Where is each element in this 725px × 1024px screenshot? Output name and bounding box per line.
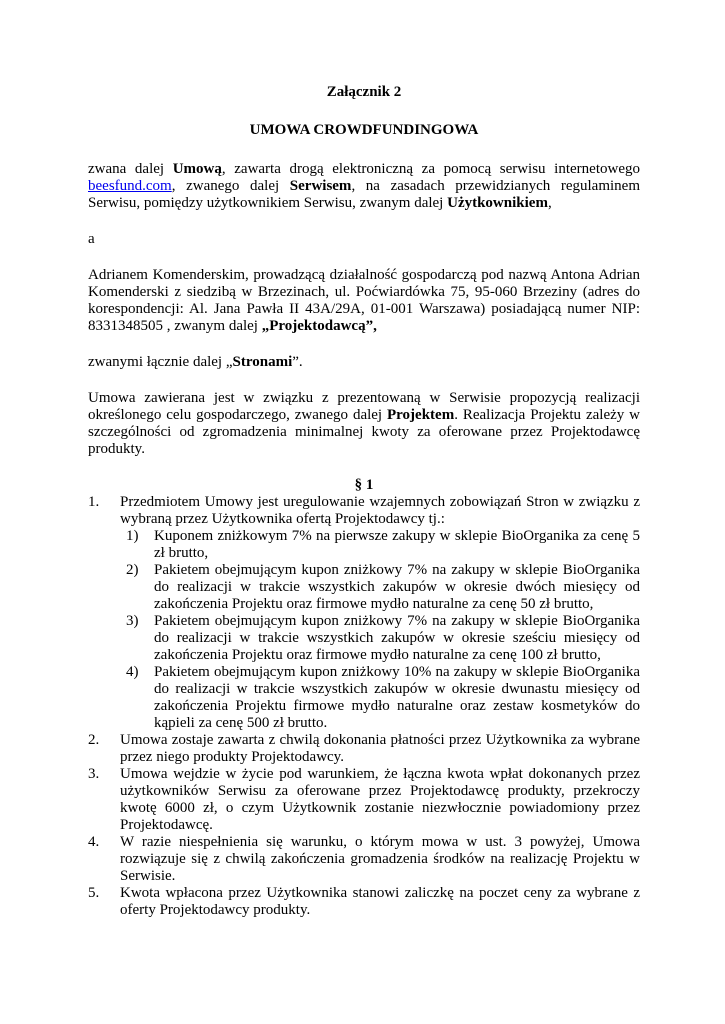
text-fragment: zwanymi łącznie dalej „: [88, 354, 233, 370]
intro-paragraph-parties-together: [88, 354, 640, 371]
text-fragment: ”.: [292, 354, 303, 370]
section-1-item-3: [88, 766, 640, 834]
item-text: Umowa wejdzie w życie pod warunkiem, że łączna kwota wpłat dokonanych przez użytkowników Serwisu za oferowane przez Projektodawcę produkty, przekroczy kwotę 6000 zł, o czym Użytkownik zostanie niezwłocznie powiadomiony przez Projektodawcę.: [120, 766, 640, 833]
section-1-item-4: [88, 834, 640, 885]
section-1-item-5: [88, 885, 640, 919]
text-fragment: zwana dalej: [88, 161, 173, 177]
intro-paragraph-project: [88, 390, 640, 458]
sub-item-number: 1): [126, 528, 139, 544]
beesfund-link[interactable]: beesfund.com: [88, 178, 172, 194]
item-number: 5.: [88, 885, 100, 901]
annex-heading: Załącznik 2: [326, 84, 402, 100]
intro-paragraph-parties: [88, 161, 640, 212]
section-1-heading: § 1: [354, 477, 374, 493]
item-number: 2.: [88, 732, 100, 748]
term-projekt: Projektem: [387, 407, 455, 423]
section-1-list: [88, 494, 640, 919]
intro-paragraph-and: a: [88, 231, 95, 247]
sub-item-text: Pakietem obejmującym kupon zniżkowy 10% na zakupy w sklepie BioOrganika do realizacji w trakcie wszystkich zakupów w okresie dwunastu miesięcy od zakończenia Projektu firmowe mydło naturalne oraz zestaw kosmetyków do kąpieli za cenę 500 zł brutto.: [154, 664, 640, 731]
document-page: [88, 84, 640, 919]
term-uzytkownik: Użytkownikiem: [447, 195, 548, 211]
term-umowa: Umową: [172, 161, 222, 177]
item-number: 4.: [88, 834, 100, 850]
text-fragment: , na zasadach przewidzianych regulaminem Serwisu, pomiędzy użytkownikiem Serwisu, zwanym dalej: [88, 178, 640, 211]
term-serwis: Serwisem: [289, 178, 352, 194]
text-fragment: . Realizacja Projektu zależy w szczególności od zgromadzenia minimalnej kwoty za oferowane przez Projektodawcę produkty.: [88, 407, 640, 457]
text-fragment: , zawarta drogą elektroniczną za pomocą serwisu internetowego: [221, 161, 640, 177]
sub-item-number: 3): [126, 613, 139, 629]
section-1-item-2: [88, 732, 640, 766]
sub-item-number: 2): [126, 562, 139, 578]
text-fragment: Umowa zawierana jest w związku z prezentowaną w Serwisie propozycją realizacji określonego celu gospodarczego, zwanego dalej: [88, 390, 640, 423]
sub-item-number: 4): [126, 664, 139, 680]
section-1-item-1: [88, 494, 640, 732]
offer-item-4: [120, 664, 640, 732]
term-projektodawca: „Projektodawcą”,: [261, 318, 377, 334]
document-title: UMOWA CROWDFUNDINGOWA: [249, 122, 479, 138]
term-strony: Stronami: [232, 354, 293, 370]
offer-item-2: [120, 562, 640, 613]
text-fragment: , zwanego dalej: [171, 178, 290, 194]
item-number: 3.: [88, 766, 100, 782]
intro-paragraph-project-owner: [88, 267, 640, 335]
offer-sublist: [120, 528, 640, 732]
offer-item-1: [120, 528, 640, 562]
item-number: 1.: [88, 494, 100, 510]
offer-item-3: [120, 613, 640, 664]
text-fragment: ,: [547, 195, 552, 211]
item-text: W razie niespełnienia się warunku, o którym mowa w ust. 3 powyżej, Umowa rozwiązuje się z chwilą zakończenia gromadzenia środków na realizację Projektu w Serwisie.: [120, 834, 640, 884]
sub-item-text: Pakietem obejmującym kupon zniżkowy 7% na zakupy w sklepie BioOrganika do realizacji w trakcie wszystkich zakupów w okresie sześciu miesięcy od zakończenia Projektu oraz firmowe mydło naturalne za cenę 100 zł brutto,: [154, 613, 640, 663]
item-text: Przedmiotem Umowy jest uregulowanie wzajemnych zobowiązań Stron w związku z wybraną przez Użytkownika ofertą Projektodawcy tj.:: [120, 494, 640, 527]
sub-item-text: Kuponem zniżkowym 7% na pierwsze zakupy w sklepie BioOrganika za cenę 5 zł brutto,: [154, 528, 640, 561]
item-text: Kwota wpłacona przez Użytkownika stanowi zaliczkę na poczet ceny za wybrane z oferty Projektodawcy produkty.: [120, 885, 640, 918]
item-text: Umowa zostaje zawarta z chwilą dokonania płatności przez Użytkownika za wybrane przez niego produkty Projektodawcy.: [120, 732, 640, 765]
sub-item-text: Pakietem obejmującym kupon zniżkowy 7% na zakupy w sklepie BioOrganika do realizacji w trakcie wszystkich zakupów w okresie dwóch miesięcy od zakończenia Projektu oraz firmowe mydło naturalne za cenę 50 zł brutto,: [154, 562, 640, 612]
text-fragment: Adrianem Komenderskim, prowadzącą działalność gospodarczą pod nazwą Antona Adrian Komenderski z siedzibą w Brzezinach, ul. Poćwiardówka 75, 95-060 Brzeziny (adres do korespondencji: Al. Jana Pawła II 43A/29A, 01-001 Warszawa) posiadającą numer NIP: 8331348505 , zwanym dalej: [88, 267, 640, 334]
